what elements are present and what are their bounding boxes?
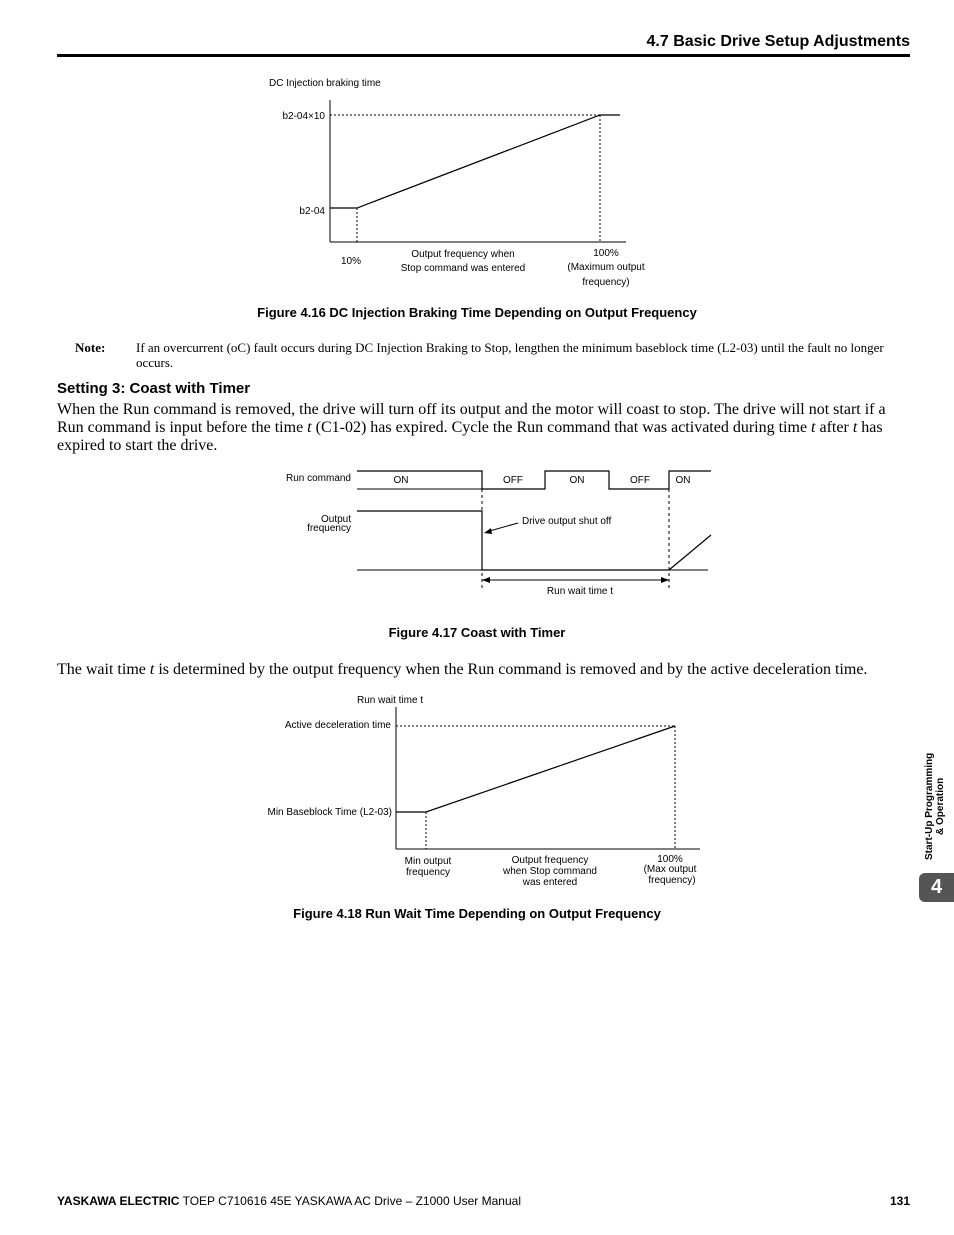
x-label-low: 10% [340,256,362,267]
x-label-high-3: frequency) [648,875,696,886]
wait-arrow-left [482,577,490,583]
x-label-mid-3: was entered [522,877,578,888]
y-label-bottom: Min Baseblock Time (L2-03) [267,807,392,818]
wait-time-curve [396,726,675,812]
side-tab-line-1: Start-Up Programming [924,752,935,860]
chapter-tab: 4 [919,873,954,902]
figure-4-18-caption: Figure 4.18 Run Wait Time Depending on Output Frequency [293,906,661,921]
x-label-high-1: 100% [593,248,619,259]
x-label-mid-1: Output frequency when [411,249,515,260]
output-freq-label-1: Output [320,514,351,525]
figure-4-17-timing-chart [0,460,954,610]
wait-time-paragraph: The wait time t is determined by the output frequency when the Run command is removed and by the active deceleration time. [57,661,868,678]
note-text: If an overcurrent (oC) fault occurs during DC Injection Braking to Stop, lengthen the minimum baseblock time (L2-03) until the fault no longer occurs. [136,340,884,370]
x-label-mid-1: Output frequency [511,855,589,866]
state-off-1: OFF [503,475,523,486]
section-title: 4.7 Basic Drive Setup Adjustments [646,33,910,50]
shutoff-arrowhead [484,528,492,534]
state-on-2: ON [569,475,585,486]
figure-4-16-chart [0,0,954,300]
x-label-low-1: Min output [404,856,452,867]
setting3-heading: Setting 3: Coast with Timer [57,380,251,397]
x-label-mid-2: Stop command was entered [400,263,526,274]
side-tab-label [924,753,946,860]
side-tab-line-2: & Operation [935,777,946,835]
y-label-top: b2-04×10 [282,111,325,122]
figure-4-17-caption: Figure 4.17 Coast with Timer [388,625,566,640]
braking-time-curve [330,115,620,208]
x-label-low-2: frequency [406,867,450,878]
y-label-bottom: b2-04 [299,206,325,217]
figure-4-18-chart [0,685,954,895]
x-label-high-3: frequency) [582,277,630,288]
setting3-paragraph: When the Run command is removed, the drive will turn off its output and the motor will coast to stop. The drive will not start if a Run command is input before the time t (C1-02) has expired. Cycle the Run command that was activated during time t after t has expired to start the drive. [57,401,886,454]
shutoff-label: Drive output shut off [522,516,612,527]
y-axis-title: Run wait time t [357,695,424,706]
state-on-1: ON [393,475,409,486]
wait-arrow-right [661,577,669,583]
state-on-3: ON [675,475,691,486]
y-label-top: Active deceleration time [284,720,391,731]
wait-label: Run wait time t [546,586,614,597]
note-label: Note: [75,340,106,355]
x-label-mid-2: when Stop command [503,866,597,877]
page-footer [57,1194,910,1208]
footer-brand: YASKAWA ELECTRIC [57,1194,180,1208]
output-freq-label-2: frequency [307,523,351,534]
x-label-high-2: (Maximum output [567,262,645,273]
footer-doc-title: TOEP C710616 45E YASKAWA AC Drive – Z1000 User Manual [179,1194,521,1208]
figure-4-16-caption: Figure 4.16 DC Injection Braking Time Depending on Output Frequency [257,305,697,320]
page-number: 131 [889,1194,910,1208]
run-command-label: Run command [285,473,351,484]
state-off-2: OFF [630,475,650,486]
x-label-high-2: (Max output [643,864,697,875]
run-command-waveform [357,471,711,489]
y-axis-title: DC Injection braking time [269,78,381,89]
x-label-high-1: 100% [657,854,683,865]
